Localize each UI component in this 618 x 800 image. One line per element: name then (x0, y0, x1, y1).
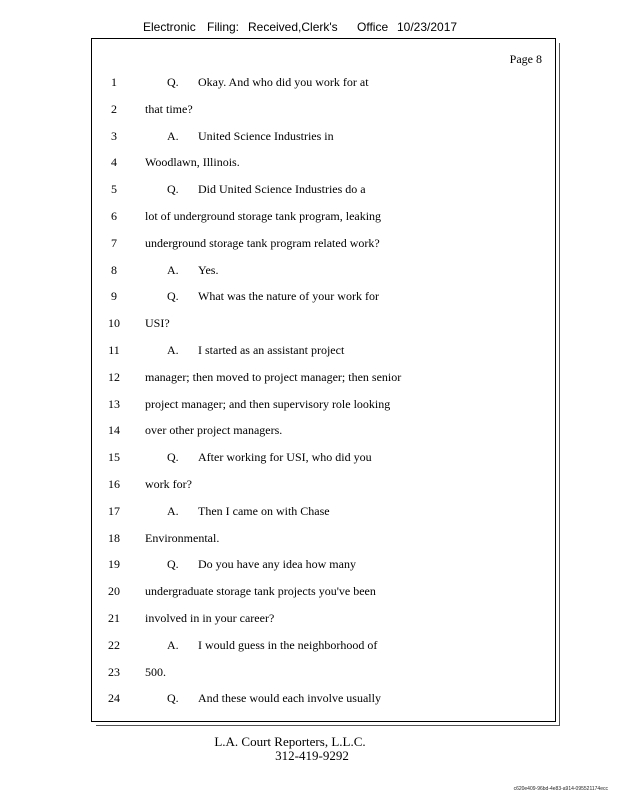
qa-marker: A. (167, 637, 179, 652)
transcript-line (92, 665, 555, 691)
qa-marker: Q. (167, 691, 179, 706)
line-number: 8 (111, 262, 117, 277)
transcript-line (92, 289, 555, 315)
page-number: Page 8 (509, 52, 542, 66)
qa-marker: A. (167, 343, 179, 357)
filing-label: Filing: (207, 20, 240, 34)
line-text: manager; then moved to project manager; then senior (145, 369, 402, 384)
line-text: Okay. And who did you work for at (198, 75, 369, 89)
transcript-line (92, 236, 555, 262)
line-number: 13 (108, 396, 120, 411)
line-text: lot of underground storage tank program, leaking (145, 209, 382, 223)
qa-line-text (167, 343, 344, 358)
qa-line-text (167, 638, 377, 653)
line-number: 23 (108, 664, 120, 679)
line-text: And these would each involve usually (198, 691, 381, 706)
transcript-line (92, 209, 555, 235)
qa-marker: A. (167, 128, 179, 143)
line-text: USI? (145, 316, 170, 331)
line-number: 15 (108, 450, 120, 465)
qa-marker: A. (167, 262, 179, 277)
line-text: Did United Science Industries do a (198, 182, 366, 197)
transcript-line (92, 531, 555, 557)
line-number: 21 (108, 611, 120, 625)
qa-marker: Q. (167, 182, 179, 197)
line-number: 17 (108, 503, 120, 518)
filing-received: Received,Clerk's (248, 20, 338, 34)
line-number: 18 (108, 530, 120, 545)
transcript-line (92, 638, 555, 664)
line-number: 11 (108, 343, 120, 357)
transcript-line (92, 557, 555, 583)
qa-line-text (167, 75, 369, 90)
line-text: underground storage tank program related work? (145, 235, 380, 250)
qa-line-text (167, 129, 334, 144)
qa-line-text (167, 182, 366, 197)
transcript-line (92, 263, 555, 289)
qa-line-text (167, 557, 356, 572)
transcript-line (92, 584, 555, 610)
line-text: What was the nature of your work for (198, 289, 379, 304)
line-number: 3 (111, 128, 117, 143)
line-text: After working for USI, who did you (198, 450, 372, 465)
line-number: 14 (108, 423, 120, 438)
transcript-line (92, 316, 555, 342)
qa-marker: Q. (167, 289, 179, 304)
line-number: 16 (108, 477, 120, 491)
footer-company: L.A. Court Reporters, L.L.C. (214, 734, 366, 749)
line-text: over other project managers. (145, 423, 283, 438)
qa-line-text (167, 504, 330, 519)
qa-line-text (167, 450, 372, 465)
qa-marker: Q. (167, 450, 179, 465)
transcript-line (92, 397, 555, 423)
transcript-line (92, 450, 555, 476)
line-number: 4 (111, 155, 117, 170)
transcript-line (92, 75, 555, 101)
filing-electronic: Electronic (143, 20, 196, 34)
footer-phone: 312-419-9292 (275, 748, 349, 763)
line-number: 6 (111, 209, 117, 223)
line-text: I started as an assistant project (198, 343, 345, 357)
transcript-line (92, 477, 555, 503)
line-number: 1 (111, 75, 117, 89)
transcript-line (92, 182, 555, 208)
line-number: 12 (108, 369, 120, 384)
line-text: I would guess in the neighborhood of (198, 637, 378, 652)
line-number: 7 (111, 235, 117, 250)
transcript-line (92, 504, 555, 530)
line-text: Yes. (198, 262, 219, 277)
line-number: 5 (111, 182, 117, 197)
line-text: United Science Industries in (198, 128, 334, 143)
transcript-line (92, 102, 555, 128)
line-text: Then I came on with Chase (198, 503, 330, 518)
qa-line-text (167, 691, 381, 706)
transcript-line (92, 423, 555, 449)
line-number: 24 (108, 691, 120, 706)
line-number: 10 (108, 316, 120, 331)
line-text: Woodlawn, Illinois. (145, 155, 240, 170)
line-number: 22 (108, 637, 120, 652)
qa-line-text (167, 263, 218, 278)
transcript-line (92, 343, 555, 369)
transcript-line (92, 129, 555, 155)
line-number: 19 (108, 557, 120, 572)
line-text: Do you have any idea how many (198, 557, 356, 572)
qa-marker: A. (167, 503, 179, 518)
line-text: 500. (145, 664, 166, 679)
line-text: that time? (145, 101, 193, 116)
line-text: work for? (145, 477, 192, 491)
line-number: 20 (108, 584, 120, 599)
line-text: undergraduate storage tank projects you've been (145, 584, 376, 599)
line-text: project manager; and then supervisory role looking (145, 396, 391, 411)
filing-office: Office (357, 20, 389, 34)
line-text: involved in in your career? (145, 611, 275, 625)
document-id: c620e409-96bd-4e83-a914-095521174ecc (513, 786, 608, 792)
transcript-line (92, 155, 555, 181)
transcript-line (92, 370, 555, 396)
line-number: 2 (111, 101, 117, 116)
qa-line-text (167, 289, 379, 304)
filing-date: 10/23/2017 (397, 20, 458, 34)
line-text: Environmental. (145, 530, 220, 545)
transcript-line (92, 691, 555, 717)
qa-marker: Q. (167, 75, 179, 89)
transcript-line (92, 611, 555, 637)
transcript-page (91, 38, 556, 722)
qa-marker: Q. (167, 557, 179, 572)
line-number: 9 (111, 289, 117, 304)
